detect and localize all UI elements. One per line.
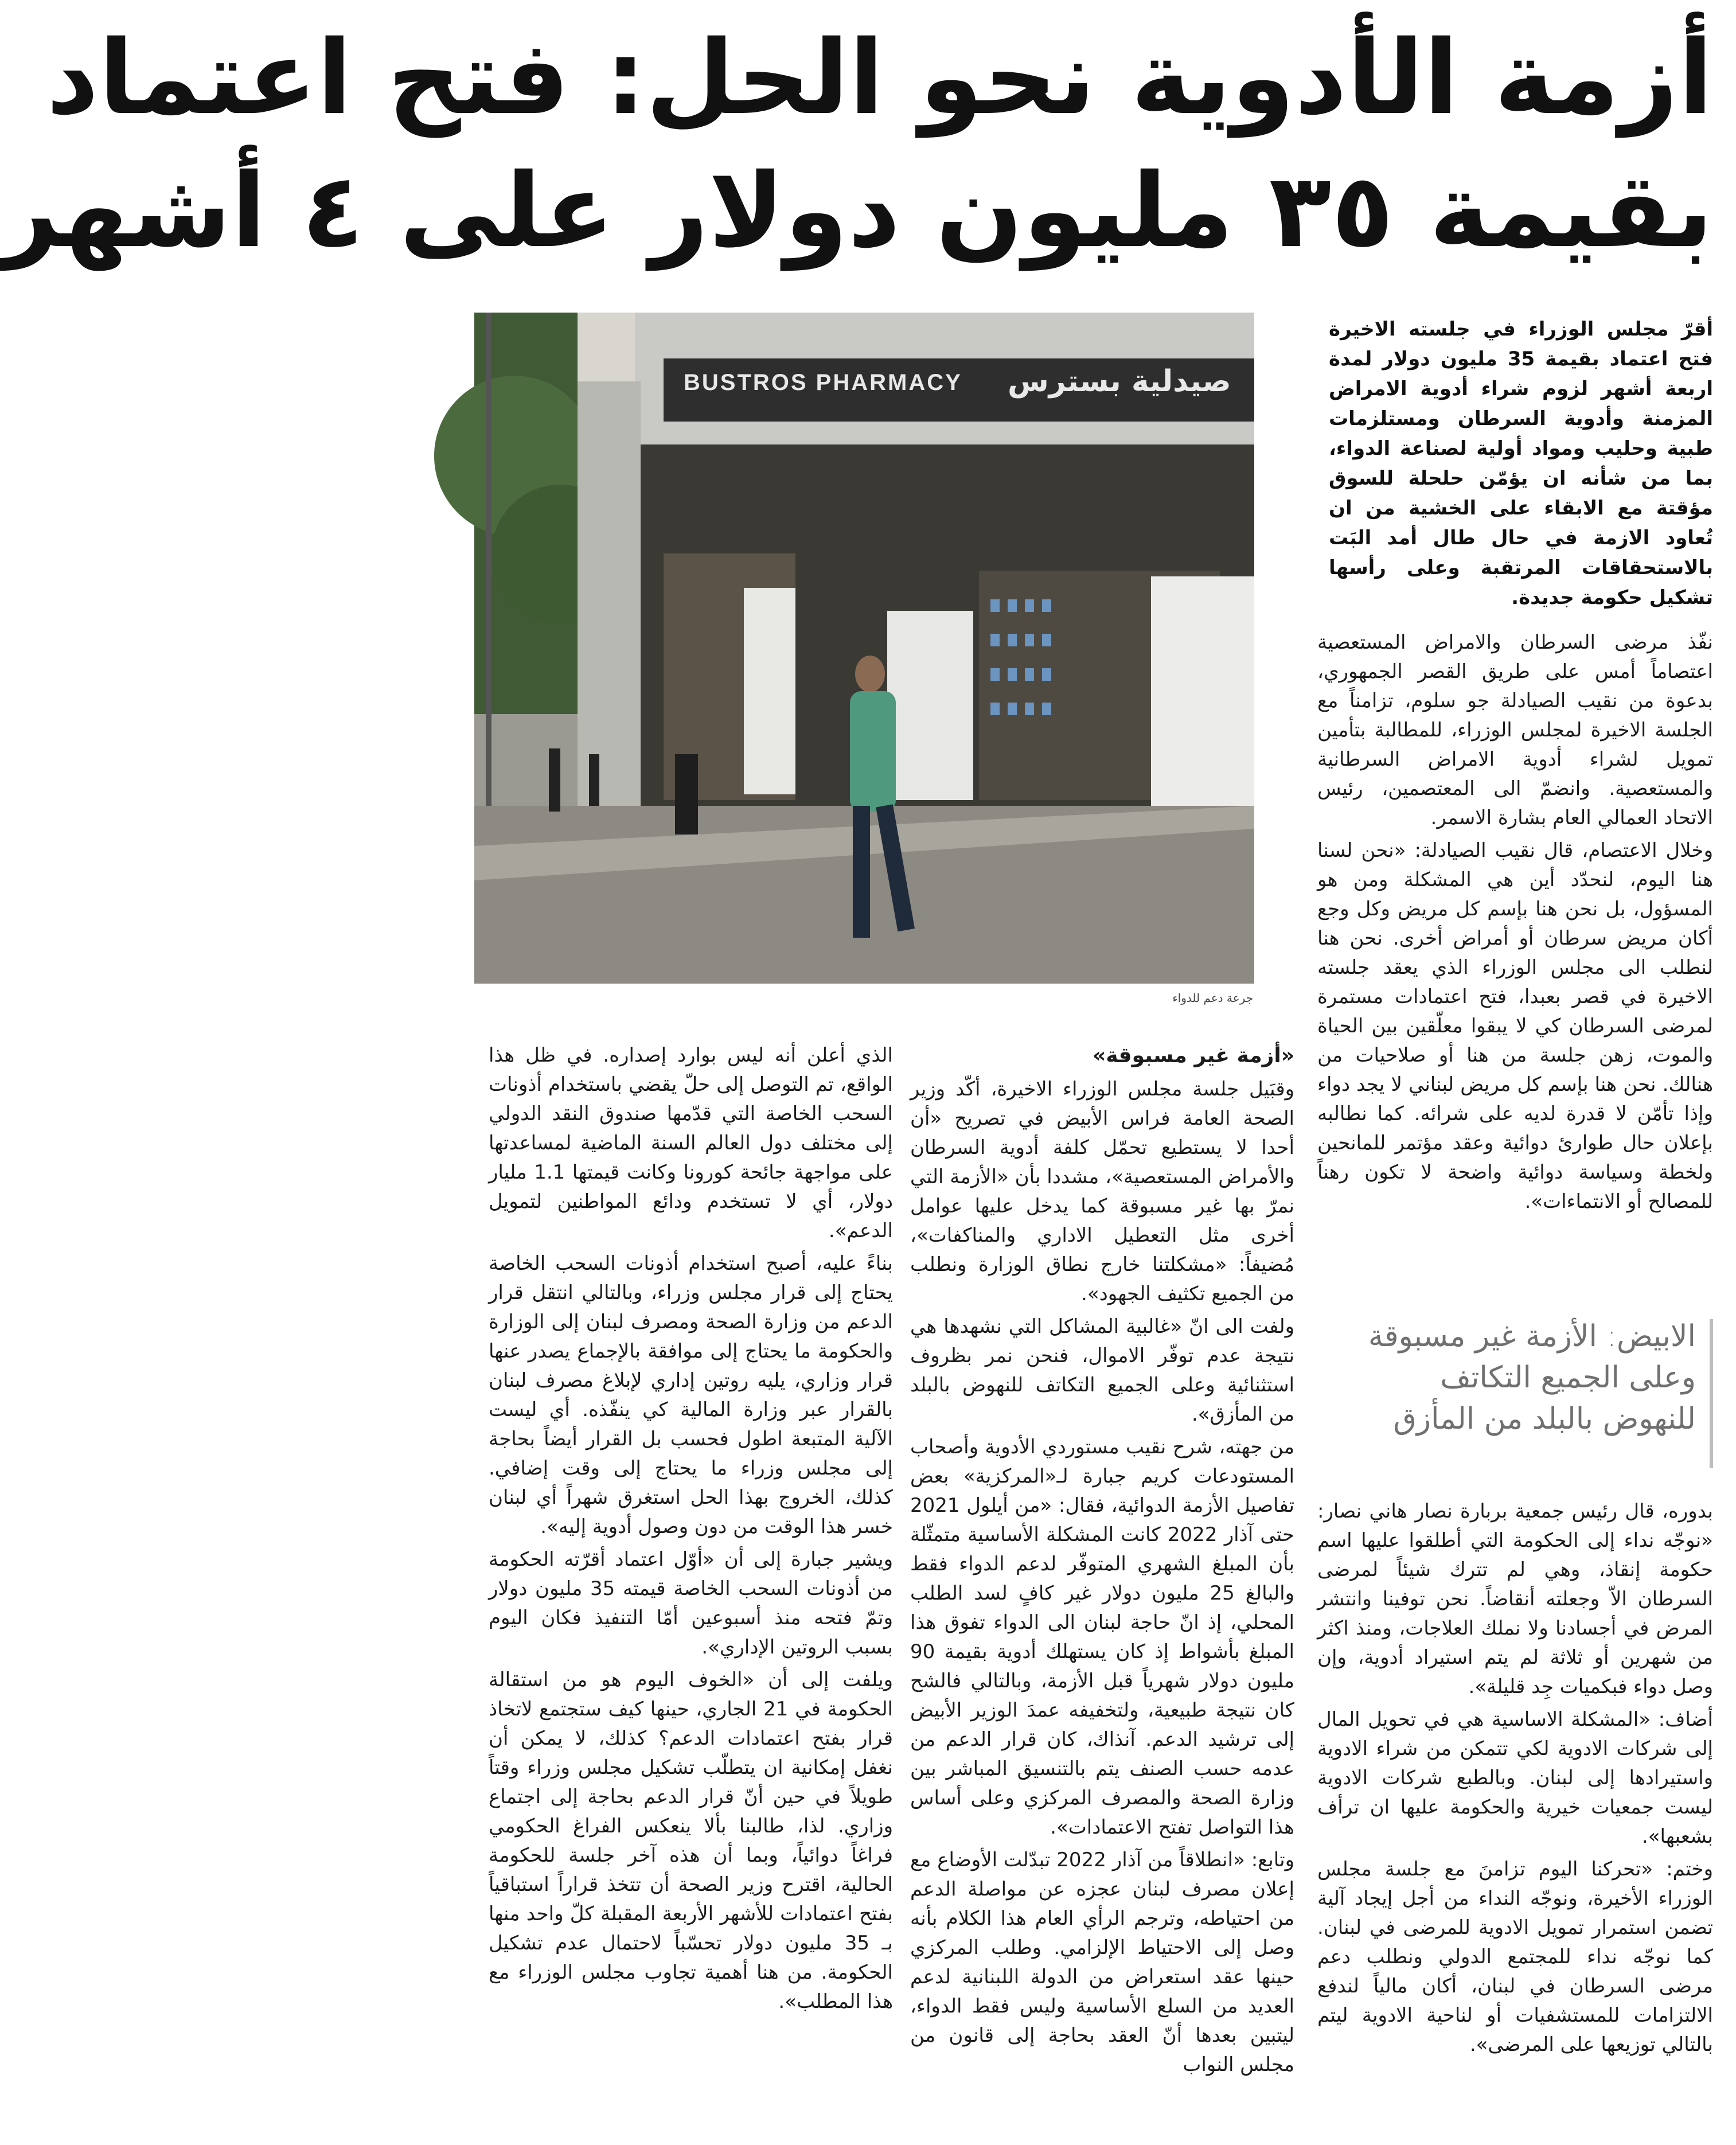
paragraph: ولفت الى انّ «غالبية المشاكل التي نشهدها هي نتيجة عدم توفّر الاموال، فنحن نمر بظروف استثنائية وعلى الجميع التكاتف للنهوض بالبلد من المأزق».	[910, 1315, 1294, 1426]
paragraph: بدوره، قال رئيس جمعية بربارة نصار هاني نصار: «نوجّه نداء إلى الحكومة التي أطلقوا عليها اسم حكومة إنقاذ، وهي لم تترك شيئاً لمرضى السرطان الاّ وجعلته أنقاضاً. نحن توفينا وانتشر المرض في أجسادنا ولا نملك العلاجات، ومنذ اكثر من شهرين أو ثلاثة لم يتم استيراد أدوية، وإن وصل دواء فبكميات جِد قليلة».	[1317, 1500, 1713, 1698]
article-column-1-continued	[1317, 1497, 1713, 2136]
headline-line-2: بقيمة ٣٥ مليون دولار على ٤ أشهر	[0, 151, 1713, 270]
photo-sign-ar: صيدلية بسترس	[1008, 364, 1231, 399]
paragraph: أضاف: «المشكلة الاساسية هي في تحويل المال إلى شركات الادوية لكي تتمكن من شراء الادوية واستيرادها إلى لبنان. وبالطبع شركات الادوية ليست جمعيات خيرية والحكومة عليها ان ترأف بشعبها».	[1317, 1708, 1713, 1848]
paragraph: بناءً عليه، أصبح استخدام أذونات السحب الخاصة يحتاج إلى قرار مجلس وزراء، وبالتالي انتقل قرار الدعم من وزارة الصحة ومصرف لبنان إلى الوزارة والحكومة ما يحتاج إلى موافقة بالإجماع يصدر عنها قرار وزاري، يليه روتين إداري لإبلاغ مصرف لبنان بالقرار عبر وزارة المالية كي ينفّذه. أي ليست الآلية المتبعة اطول فحسب بل القرار أيضاً بحاجة إلى مجلس وزراء ما يحتاج إلى وقت إضافي. كذلك، الخروج بهذا الحل استغرق شهراً أي لبنان خسر هذا الوقت من دون وصول أدوية إليه».	[489, 1252, 893, 1538]
paragraph: وخلال الاعتصام، قال نقيب الصيادلة: «نحن لسنا هنا اليوم، لنحدّد أين هي المشكلة ومن هو المسؤول، بل نحن هنا بإسم كل مريض وكل وجع أكان مريض سرطان أو أمراض أخرى. نحن هنا لنطلب الى مجلس الوزراء الذي يعقد جلسته الاخيرة في قصر بعبدا، فتح اعتمادات مستمرة لمرضى السرطان كي لا يبقوا معلّقين بين الحياة والموت، زهن جلسة من هنا أو صلاحيات من هنالك. نحن هنا بإسم كل مريض لبناني لا يجد دواء وإذا تأمّن لا قدرة لديه على شرائه. كما نطالبه بإعلان حال طوارئ دوائية وعقد مؤتمر للمانحين ولخطة وسياسة دوائية واضحة لا تكون رهناً للمصالح أو الانتماءات».	[1317, 839, 1713, 1213]
article-photo	[474, 313, 1254, 984]
headline	[0, 11, 1713, 278]
paragraph: وتابع: «انطلاقاً من آذار 2022 تبدّلت الأوضاع مع إعلان مصرف لبنان عجزه عن مواصلة الدعم من احتياطه، وترجم الرأي العام هذا الكلام بأنه وصل إلى الاحتياط الإلزامي. وطلب المركزي حينها عقد استعراض من الدولة اللبنانية لدعم العديد من السلع الأساسية وليس فقط الدواء، ليتبين بعدها أنّ العقد بحاجة إلى قانون من مجلس النواب	[910, 1848, 1294, 2076]
article-column-1	[1317, 628, 1713, 1316]
paragraph: وقبَيل جلسة مجلس الوزراء الاخيرة، أكّد وزير الصحة العامة فراس الأبيض في تصريح «أن أحدا لا يستطيع تحمّل كلفة أدوية السرطان والأمراض المستعصية»، مشددا بأن «الأزمة التي نمرّ بها غير مسبوقة كما يدخل عليها عوامل أخرى مثل التعطيل الاداري والمناكفات»، مُضيفاً: «مشكلتنا خارج نطاق الوزارة ونطلب من الجميع تكثيف الجهود».	[910, 1078, 1294, 1305]
paragraph: ويشير جبارة إلى أن «أوّل اعتماد أقرّته الحكومة من أذونات السحب الخاصة قيمته 35 مليون دولار وتمّ فتحه منذ أسبوعين أمّا التنفيذ فكان اليوم بسبب الروتين الإداري».	[489, 1548, 893, 1659]
pharmacy-photo-illustration	[474, 313, 1254, 984]
headline-line-1: أزمة الأدوية نحو الحل: فتح اعتماد	[46, 18, 1713, 137]
article-column-3	[489, 1041, 893, 2136]
pull-quote-line-1: الابيض: الأزمة غير مسبوقة	[1368, 1319, 1696, 1354]
paragraph: الذي أعلن أنه ليس بوارد إصداره. في ظل هذا الواقع، تم التوصل إلى حلّ يقضي باستخدام أذونات السحب الخاصة التي قدّمها صندوق النقد الدولي إلى مختلف دول العالم السنة الماضية لمساعدتها على مواجهة جائحة كورونا وكانت قيمتها 1.1 مليار دولار، أي لا تستخدم ودائع المواطنين لتمويل الدعم».	[489, 1044, 893, 1242]
paragraph: وختم: «تحركنا اليوم تزامنَ مع جلسة مجلس الوزراء الأخيرة، ونوجّه النداء من أجل إيجاد آلية تضمن استمرار تمويل الادوية للمرضى في لبنان. كما نوجّه نداء للمجتمع الدولي ونطلب دعم مرضى السرطان في لبنان، أكان مالياً لندفع الالتزامات للمستشفيات أو لناحية الادوية ليتم بالتالي توزيعها على المرضى».	[1317, 1858, 1713, 2056]
photo-caption: جرعة دعم للدواء	[1172, 991, 1253, 1005]
pull-quote	[1317, 1319, 1713, 1468]
pull-quote-line-3: للنهوض بالبلد من المأزق	[1393, 1402, 1696, 1436]
article-column-2	[910, 1041, 1294, 2136]
pull-quote-rule	[1710, 1319, 1713, 1468]
pull-quote-line-2: وعلى الجميع التكاتف	[1440, 1360, 1696, 1395]
subheading: «أزمة غير مسبوقة»	[1092, 1044, 1294, 1067]
pull-quote-text	[1317, 1316, 1696, 1440]
paragraph: ويلفت إلى أن «الخوف اليوم هو من استقالة الحكومة في 21 الجاري، حينها كيف ستجتمع لاتخاذ قرار بفتح اعتمادات الدعم؟ كذلك، لا يمكن أن نغفل إمكانية ان يتطلّب تشكيل مجلس وزراء وقتاً طويلاً في حين أنّ قرار الدعم بحاجة إلى اجتماع وزاري. لذا، طالبنا بألا ينعكس الفراغ الحكومي فراغاً دوائياً، وبما أن هذه آخر جلسة للحكومة الحالية، اقترح وزير الصحة أن تتخذ قراراً استباقياً بفتح اعتمادات للأشهر الأربعة المقبلة كلّ واحد منها بـ 35 مليون دولار تحسّباً لاحتمال عدم تشكيل الحكومة. من هنا أهمية تجاوب مجلس الوزراء مع هذا المطلب».	[489, 1668, 894, 2013]
photo-sign-en: BUSTROS PHARMACY	[684, 370, 962, 395]
paragraph: من جهته، شرح نقيب مستوردي الأدوية وأصحاب المستودعات كريم جبارة لـ«المركزية» بعض تفاصيل الأزمة الدوائية، فقال: «من أيلول 2021 حتى آذار 2022 كانت المشكلة الأساسية متمثّلة بأن المبلغ الشهري المتوفّر لدعم الدواء فقط والبالغ 25 مليون دولار غير كافٍ لسد الطلب المحلي، إذ انّ حاجة لبنان الى الدواء تفوق هذا المبلغ بأشواط إذ كان يستهلك أدوية بقيمة 90 مليون دولار شهرياً قبل الأزمة، وبالتالي فالشح كان نتيجة طبيعية، ولتخفيفه عمدَ الوزير الأبيض إلى ترشيد الدعم. آنذاك، كان قرار الدعم من عدمه حسب الصنف يتم بالتنسيق المباشر بين وزارة الصحة والمصرف المركزي وعلى أساس هذا التواصل تفتح الاعتمادات».	[910, 1436, 1294, 1839]
lead-paragraph: أقرّ مجلس الوزراء في جلسته الاخيرة فتح اعتماد بقيمة 35 مليون دولار لمدة اربعة أشهر لزوم شراء أدوية الامراض المزمنة وأدوية السرطان ومستلزمات طبية وحليب ومواد أولية لصناعة الدواء، بما من شأنه ان يؤمّن حلحلة للسوق مؤقتة مع الابقاء على الخشية من ان تُعاود الازمة في حال طال أمد البَت بالاستحقاقات المرتقبة وعلى رأسها تشكيل حكومة جديدة.	[1329, 318, 1713, 609]
paragraph: نفّذ مرضى السرطان والامراض المستعصية اعتصاماً أمس على طريق القصر الجمهوري، بدعوة من نقيب الصيادلة جو سلوم، تزامناً مع الجلسة الاخيرة لمجلس الوزراء، للمطالبة بتأمين تمويل لشراء أدوية الامراض السرطانية والمستعصية. وانضمّ الى المعتصمين، رئيس الاتحاد العمالي العام بشارة الاسمر.	[1317, 631, 1713, 829]
